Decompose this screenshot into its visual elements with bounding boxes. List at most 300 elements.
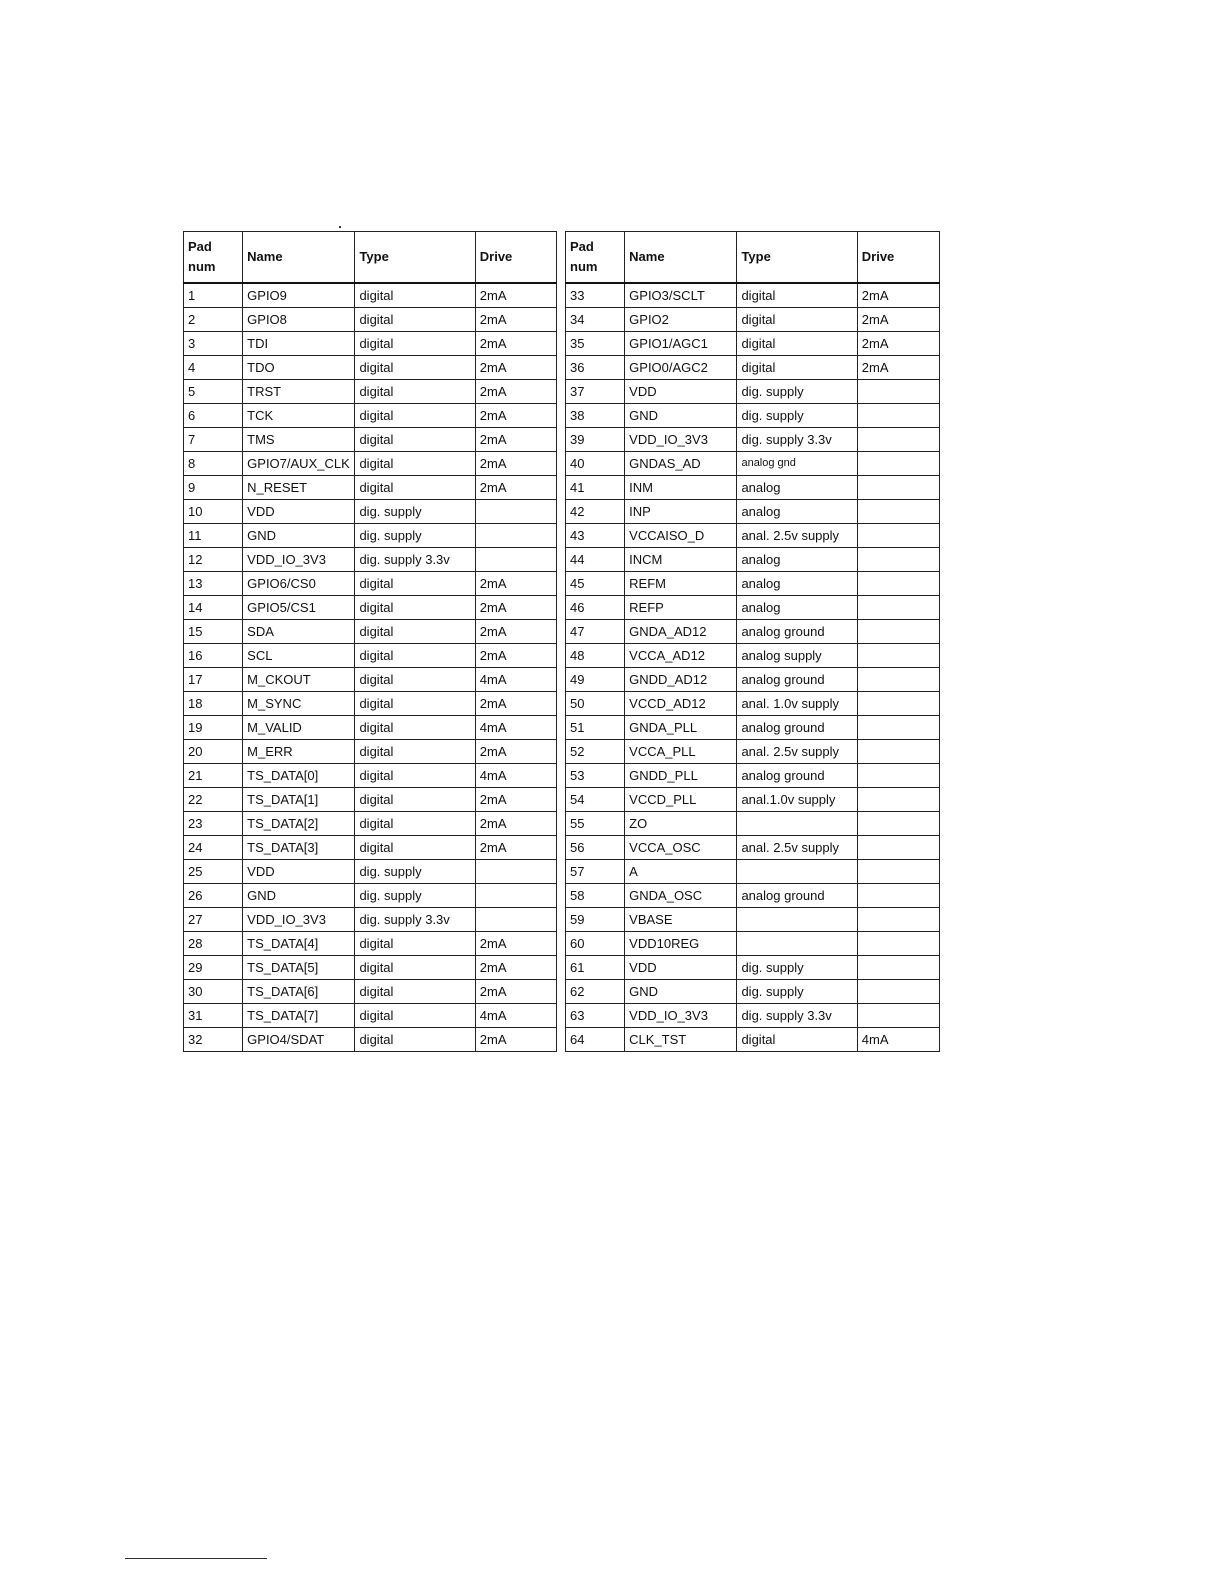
- cell-name: A: [625, 860, 737, 884]
- cell-pad: 20: [184, 740, 243, 764]
- cell-drive: [857, 596, 939, 620]
- cell-drive: [857, 548, 939, 572]
- table-row: [184, 956, 557, 980]
- cell-pad: 9: [184, 476, 243, 500]
- cell-name: INCM: [625, 548, 737, 572]
- cell-name: GPIO6/CS0: [243, 572, 355, 596]
- cell-type: digital: [355, 308, 475, 332]
- table-row: [184, 380, 557, 404]
- cell-drive: [857, 380, 939, 404]
- cell-type: digital: [355, 356, 475, 380]
- cell-pad: 18: [184, 692, 243, 716]
- cell-type: digital: [355, 836, 475, 860]
- cell-name: TDI: [243, 332, 355, 356]
- cell-name: GNDA_PLL: [625, 716, 737, 740]
- table-row: [184, 860, 557, 884]
- cell-type: digital: [355, 476, 475, 500]
- cell-type: analog: [737, 500, 857, 524]
- cell-drive: [857, 860, 939, 884]
- cell-name: GND: [625, 980, 737, 1004]
- cell-type: [737, 908, 857, 932]
- table-row: [566, 428, 940, 452]
- cell-drive: 2mA: [475, 1028, 556, 1052]
- cell-drive: [857, 812, 939, 836]
- cell-name: GPIO8: [243, 308, 355, 332]
- cell-name: TS_DATA[6]: [243, 980, 355, 1004]
- cell-drive: 2mA: [475, 308, 556, 332]
- cell-type: anal. 2.5v supply: [737, 524, 857, 548]
- cell-drive: [475, 908, 556, 932]
- cell-pad: 33: [566, 283, 625, 308]
- table-row: [566, 356, 940, 380]
- cell-name: TCK: [243, 404, 355, 428]
- cell-pad: 26: [184, 884, 243, 908]
- cell-type: dig. supply: [737, 404, 857, 428]
- cell-name: GPIO2: [625, 308, 737, 332]
- cell-type: digital: [355, 332, 475, 356]
- table-row: [566, 332, 940, 356]
- cell-pad: 62: [566, 980, 625, 1004]
- cell-pad: 41: [566, 476, 625, 500]
- cell-name: GPIO9: [243, 283, 355, 308]
- cell-pad: 42: [566, 500, 625, 524]
- cell-drive: [857, 572, 939, 596]
- table-row: [566, 380, 940, 404]
- cell-type: digital: [737, 308, 857, 332]
- table-row: [566, 524, 940, 548]
- cell-pad: 61: [566, 956, 625, 980]
- cell-type: analog ground: [737, 716, 857, 740]
- cell-type: anal. 2.5v supply: [737, 740, 857, 764]
- table-row: [184, 404, 557, 428]
- table-row: [184, 788, 557, 812]
- cell-name: GNDD_PLL: [625, 764, 737, 788]
- table-row: [184, 596, 557, 620]
- cell-name: TS_DATA[2]: [243, 812, 355, 836]
- cell-drive: [857, 764, 939, 788]
- cell-name: GPIO1/AGC1: [625, 332, 737, 356]
- cell-pad: 13: [184, 572, 243, 596]
- table-row: [566, 884, 940, 908]
- cell-type: dig. supply: [355, 860, 475, 884]
- cell-name: GNDD_AD12: [625, 668, 737, 692]
- cell-drive: 2mA: [475, 452, 556, 476]
- cell-pad: 51: [566, 716, 625, 740]
- cell-name: ZO: [625, 812, 737, 836]
- cell-name: GPIO4/SDAT: [243, 1028, 355, 1052]
- cell-name: M_CKOUT: [243, 668, 355, 692]
- table-header-row: [184, 232, 557, 284]
- cell-name: VDD10REG: [625, 932, 737, 956]
- cell-type: digital: [355, 620, 475, 644]
- cell-drive: 2mA: [475, 356, 556, 380]
- table-row: [566, 956, 940, 980]
- cell-pad: 28: [184, 932, 243, 956]
- table-row: [566, 1004, 940, 1028]
- cell-pad: 52: [566, 740, 625, 764]
- table-row: [566, 1028, 940, 1052]
- cell-pad: 55: [566, 812, 625, 836]
- cell-drive: [857, 908, 939, 932]
- cell-type: anal. 2.5v supply: [737, 836, 857, 860]
- table-row: [566, 500, 940, 524]
- pin-table-right: [565, 231, 940, 1052]
- stray-mark: [339, 226, 341, 228]
- cell-type: digital: [355, 283, 475, 308]
- cell-pad: 37: [566, 380, 625, 404]
- cell-drive: [857, 524, 939, 548]
- cell-type: [737, 860, 857, 884]
- cell-type: dig. supply: [355, 884, 475, 908]
- table-row: [184, 572, 557, 596]
- table-row: [566, 283, 940, 308]
- cell-drive: [475, 884, 556, 908]
- table-header-row: [566, 232, 940, 284]
- cell-name: VBASE: [625, 908, 737, 932]
- cell-name: VCCAISO_D: [625, 524, 737, 548]
- cell-name: VCCD_PLL: [625, 788, 737, 812]
- cell-type: analog gnd: [737, 452, 857, 476]
- cell-name: VDD: [243, 500, 355, 524]
- header-drive: Drive: [857, 232, 939, 284]
- cell-type: analog: [737, 596, 857, 620]
- table-row: [566, 476, 940, 500]
- cell-name: SCL: [243, 644, 355, 668]
- cell-name: GPIO0/AGC2: [625, 356, 737, 380]
- table-row: [184, 932, 557, 956]
- cell-pad: 5: [184, 380, 243, 404]
- cell-name: TMS: [243, 428, 355, 452]
- cell-pad: 47: [566, 620, 625, 644]
- table-row: [184, 692, 557, 716]
- cell-pad: 16: [184, 644, 243, 668]
- cell-pad: 60: [566, 932, 625, 956]
- cell-name: REFM: [625, 572, 737, 596]
- cell-pad: 43: [566, 524, 625, 548]
- cell-pad: 32: [184, 1028, 243, 1052]
- cell-name: TS_DATA[7]: [243, 1004, 355, 1028]
- cell-name: M_VALID: [243, 716, 355, 740]
- cell-type: dig. supply 3.3v: [355, 548, 475, 572]
- header-type: Type: [737, 232, 857, 284]
- cell-drive: [475, 524, 556, 548]
- cell-type: digital: [355, 980, 475, 1004]
- cell-type: analog ground: [737, 884, 857, 908]
- table-row: [184, 524, 557, 548]
- cell-type: digital: [355, 596, 475, 620]
- cell-type: digital: [355, 668, 475, 692]
- cell-name: REFP: [625, 596, 737, 620]
- cell-drive: 2mA: [475, 380, 556, 404]
- cell-type: digital: [355, 1004, 475, 1028]
- cell-name: TDO: [243, 356, 355, 380]
- cell-type: dig. supply: [355, 500, 475, 524]
- cell-pad: 21: [184, 764, 243, 788]
- footnote-rule: [125, 1558, 267, 1559]
- table-row: [184, 452, 557, 476]
- table-row: [566, 908, 940, 932]
- cell-pad: 1: [184, 283, 243, 308]
- cell-drive: 2mA: [857, 283, 939, 308]
- cell-drive: [857, 476, 939, 500]
- cell-drive: [857, 620, 939, 644]
- cell-type: dig. supply: [737, 980, 857, 1004]
- cell-drive: [475, 548, 556, 572]
- table-row: [566, 548, 940, 572]
- table-row: [566, 764, 940, 788]
- cell-drive: 2mA: [475, 332, 556, 356]
- table-row: [566, 308, 940, 332]
- cell-pad: 11: [184, 524, 243, 548]
- cell-drive: 2mA: [475, 740, 556, 764]
- cell-pad: 44: [566, 548, 625, 572]
- cell-drive: 2mA: [475, 596, 556, 620]
- cell-drive: 4mA: [475, 764, 556, 788]
- cell-pad: 4: [184, 356, 243, 380]
- cell-drive: 2mA: [475, 836, 556, 860]
- cell-pad: 45: [566, 572, 625, 596]
- table-row: [184, 668, 557, 692]
- cell-type: digital: [355, 404, 475, 428]
- cell-type: digital: [355, 572, 475, 596]
- cell-type: digital: [355, 692, 475, 716]
- table-row: [566, 644, 940, 668]
- cell-drive: 2mA: [475, 620, 556, 644]
- cell-pad: 10: [184, 500, 243, 524]
- cell-name: M_ERR: [243, 740, 355, 764]
- cell-pad: 48: [566, 644, 625, 668]
- cell-pad: 54: [566, 788, 625, 812]
- cell-pad: 64: [566, 1028, 625, 1052]
- cell-drive: 2mA: [475, 812, 556, 836]
- cell-pad: 53: [566, 764, 625, 788]
- cell-type: analog supply: [737, 644, 857, 668]
- cell-name: TS_DATA[5]: [243, 956, 355, 980]
- cell-name: VDD: [625, 380, 737, 404]
- cell-type: analog ground: [737, 764, 857, 788]
- cell-name: VDD: [243, 860, 355, 884]
- cell-pad: 23: [184, 812, 243, 836]
- cell-pad: 30: [184, 980, 243, 1004]
- cell-pad: 15: [184, 620, 243, 644]
- cell-drive: [857, 428, 939, 452]
- cell-pad: 27: [184, 908, 243, 932]
- cell-drive: [475, 500, 556, 524]
- table-row: [184, 644, 557, 668]
- cell-pad: 36: [566, 356, 625, 380]
- cell-name: VDD_IO_3V3: [243, 548, 355, 572]
- table-row: [566, 404, 940, 428]
- table-row: [566, 932, 940, 956]
- cell-pad: 22: [184, 788, 243, 812]
- cell-drive: 2mA: [475, 428, 556, 452]
- header-name: Name: [625, 232, 737, 284]
- cell-name: M_SYNC: [243, 692, 355, 716]
- table-row: [184, 812, 557, 836]
- table-row: [566, 668, 940, 692]
- cell-pad: 56: [566, 836, 625, 860]
- cell-type: digital: [355, 380, 475, 404]
- cell-drive: [857, 788, 939, 812]
- cell-type: dig. supply 3.3v: [737, 1004, 857, 1028]
- cell-pad: 25: [184, 860, 243, 884]
- cell-pad: 38: [566, 404, 625, 428]
- cell-drive: [857, 500, 939, 524]
- cell-pad: 50: [566, 692, 625, 716]
- cell-type: anal. 1.0v supply: [737, 692, 857, 716]
- cell-pad: 17: [184, 668, 243, 692]
- table-row: [566, 596, 940, 620]
- cell-name: TS_DATA[1]: [243, 788, 355, 812]
- cell-type: digital: [737, 1028, 857, 1052]
- cell-drive: 2mA: [857, 356, 939, 380]
- cell-type: digital: [355, 452, 475, 476]
- cell-drive: [857, 716, 939, 740]
- table-row: [184, 980, 557, 1004]
- cell-type: dig. supply: [737, 380, 857, 404]
- cell-type: dig. supply 3.3v: [355, 908, 475, 932]
- cell-drive: [857, 740, 939, 764]
- cell-type: digital: [355, 932, 475, 956]
- table-row: [184, 740, 557, 764]
- table-row: [184, 356, 557, 380]
- table-row: [184, 620, 557, 644]
- table-row: [566, 812, 940, 836]
- cell-type: analog ground: [737, 668, 857, 692]
- cell-name: GPIO7/AUX_CLK: [243, 452, 355, 476]
- cell-drive: 2mA: [475, 283, 556, 308]
- cell-pad: 19: [184, 716, 243, 740]
- table-row: [566, 980, 940, 1004]
- cell-name: SDA: [243, 620, 355, 644]
- cell-drive: [857, 452, 939, 476]
- cell-pad: 34: [566, 308, 625, 332]
- cell-type: digital: [355, 428, 475, 452]
- cell-name: TS_DATA[4]: [243, 932, 355, 956]
- cell-pad: 6: [184, 404, 243, 428]
- table-row: [184, 836, 557, 860]
- table-row: [184, 908, 557, 932]
- cell-pad: 31: [184, 1004, 243, 1028]
- cell-type: digital: [737, 283, 857, 308]
- cell-pad: 12: [184, 548, 243, 572]
- cell-type: [737, 932, 857, 956]
- cell-type: digital: [355, 740, 475, 764]
- cell-name: VCCD_AD12: [625, 692, 737, 716]
- table-row: [566, 788, 940, 812]
- cell-pad: 46: [566, 596, 625, 620]
- cell-name: GPIO3/SCLT: [625, 283, 737, 308]
- table-row: [184, 884, 557, 908]
- table-row: [184, 283, 557, 308]
- cell-drive: [475, 860, 556, 884]
- cell-name: GNDA_AD12: [625, 620, 737, 644]
- cell-drive: [857, 932, 939, 956]
- cell-pad: 14: [184, 596, 243, 620]
- cell-drive: 2mA: [475, 476, 556, 500]
- cell-type: digital: [355, 764, 475, 788]
- cell-pad: 63: [566, 1004, 625, 1028]
- table-row: [566, 740, 940, 764]
- cell-pad: 59: [566, 908, 625, 932]
- cell-pad: 40: [566, 452, 625, 476]
- header-pad-num: Pad num: [184, 232, 243, 284]
- cell-type: dig. supply: [737, 956, 857, 980]
- cell-pad: 8: [184, 452, 243, 476]
- cell-drive: 2mA: [475, 980, 556, 1004]
- cell-name: INM: [625, 476, 737, 500]
- cell-pad: 57: [566, 860, 625, 884]
- cell-type: digital: [355, 716, 475, 740]
- cell-name: VDD_IO_3V3: [625, 428, 737, 452]
- header-type: Type: [355, 232, 475, 284]
- cell-name: GPIO5/CS1: [243, 596, 355, 620]
- cell-drive: 2mA: [475, 788, 556, 812]
- cell-name: TRST: [243, 380, 355, 404]
- cell-type: analog ground: [737, 620, 857, 644]
- pin-table-left: [183, 231, 557, 1052]
- header-pad-num: Pad num: [566, 232, 625, 284]
- cell-name: VCCA_OSC: [625, 836, 737, 860]
- cell-drive: 2mA: [857, 332, 939, 356]
- cell-name: TS_DATA[3]: [243, 836, 355, 860]
- cell-pad: 3: [184, 332, 243, 356]
- cell-name: INP: [625, 500, 737, 524]
- cell-drive: 2mA: [475, 956, 556, 980]
- cell-pad: 2: [184, 308, 243, 332]
- cell-drive: [857, 956, 939, 980]
- cell-name: GND: [243, 884, 355, 908]
- cell-drive: [857, 404, 939, 428]
- cell-pad: 49: [566, 668, 625, 692]
- cell-type: digital: [737, 356, 857, 380]
- cell-drive: 2mA: [857, 308, 939, 332]
- cell-type: anal.1.0v supply: [737, 788, 857, 812]
- cell-drive: [857, 836, 939, 860]
- cell-type: digital: [355, 788, 475, 812]
- cell-name: VCCA_AD12: [625, 644, 737, 668]
- cell-name: VDD_IO_3V3: [625, 1004, 737, 1028]
- table-row: [184, 308, 557, 332]
- cell-drive: 4mA: [475, 668, 556, 692]
- table-row: [184, 476, 557, 500]
- table-row: [566, 572, 940, 596]
- cell-pad: 58: [566, 884, 625, 908]
- cell-name: VCCA_PLL: [625, 740, 737, 764]
- cell-name: GND: [625, 404, 737, 428]
- cell-name: GND: [243, 524, 355, 548]
- cell-type: [737, 812, 857, 836]
- cell-name: CLK_TST: [625, 1028, 737, 1052]
- table-row: [184, 1004, 557, 1028]
- cell-pad: 35: [566, 332, 625, 356]
- cell-drive: 2mA: [475, 644, 556, 668]
- cell-drive: 2mA: [475, 692, 556, 716]
- cell-type: dig. supply 3.3v: [737, 428, 857, 452]
- cell-name: N_RESET: [243, 476, 355, 500]
- cell-name: VDD: [625, 956, 737, 980]
- cell-type: digital: [355, 644, 475, 668]
- cell-type: digital: [355, 956, 475, 980]
- cell-drive: 4mA: [857, 1028, 939, 1052]
- cell-drive: [857, 980, 939, 1004]
- cell-pad: 24: [184, 836, 243, 860]
- cell-drive: 2mA: [475, 572, 556, 596]
- cell-pad: 29: [184, 956, 243, 980]
- cell-pad: 39: [566, 428, 625, 452]
- cell-type: analog: [737, 476, 857, 500]
- cell-type: analog: [737, 572, 857, 596]
